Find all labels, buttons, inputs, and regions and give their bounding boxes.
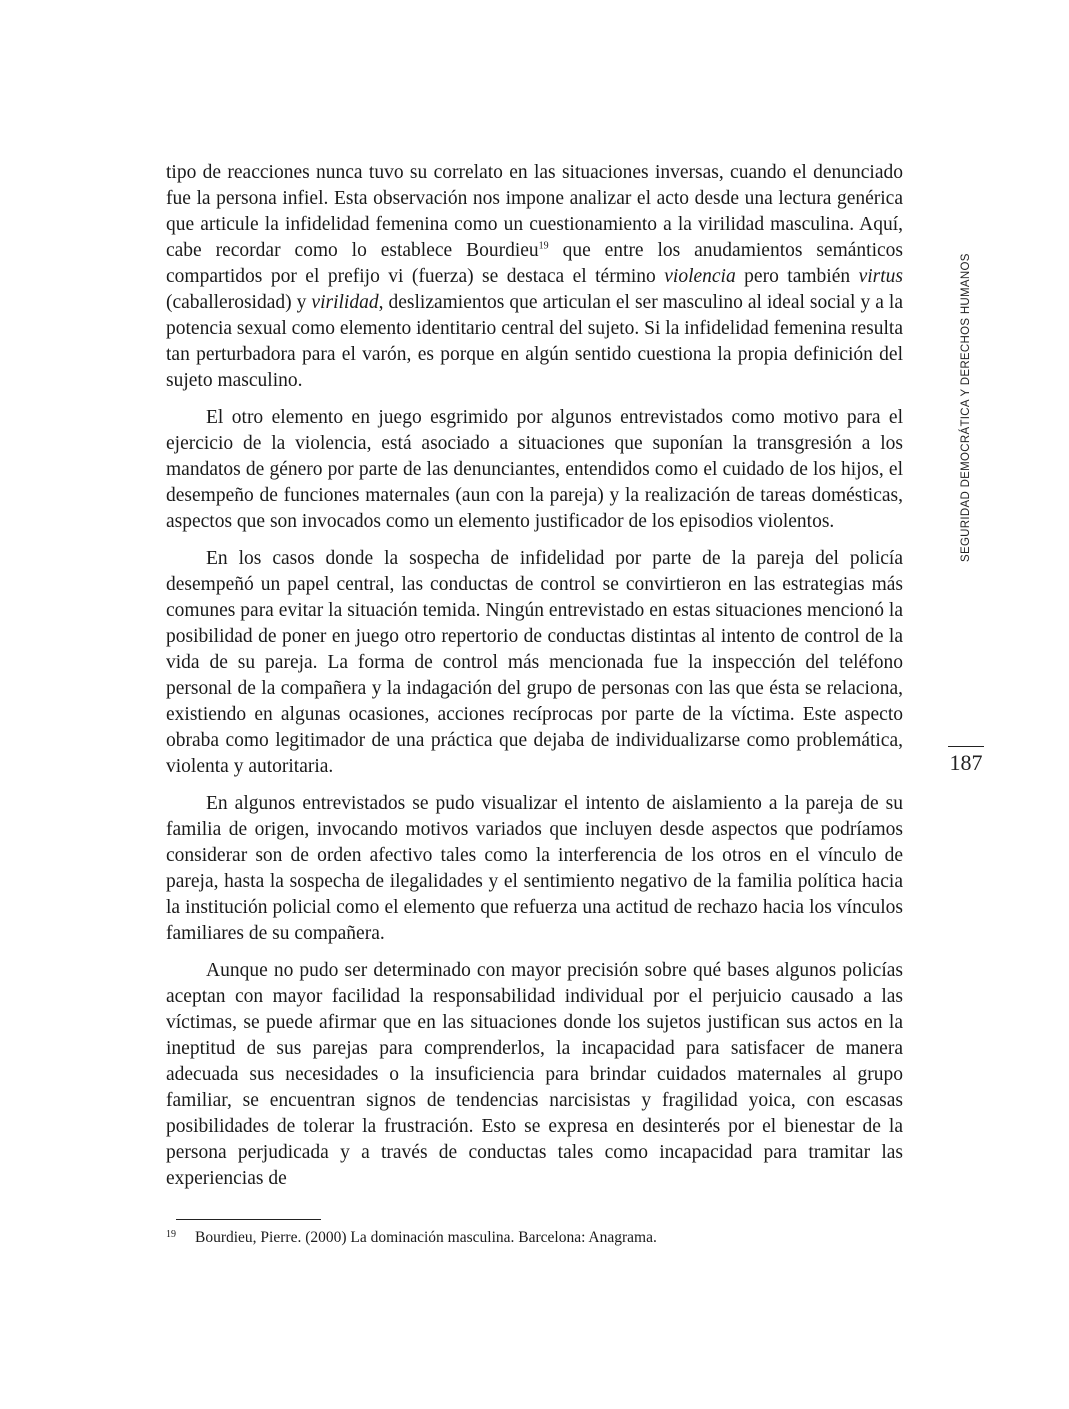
paragraph-1-text-e: , deslizamientos que articulan el ser masculino al ideal social y a la potencia sexual como elemento identitario central del sujeto. Si la infidelidad femenina resulta tan perturbadora para el varón, es porque en algún sentido cuestiona la propia definición del sujeto masculino. (166, 292, 903, 391)
paragraph-1-text-a: tipo de reacciones nunca tuvo su correlato en las situaciones inversas, cuando el denunciado fue la persona infiel. Esta observación nos impone analizar el acto desde una lectura genérica que articule la infidelidad femenina como un cuestionamiento a la virilidad masculina. Aquí, cabe recordar como lo establece Bourdieu (166, 162, 903, 261)
italic-term-violencia: violencia (664, 266, 736, 287)
italic-term-virilidad: virilidad (311, 292, 379, 313)
body-text (166, 160, 903, 1203)
running-section-title: SEGURIDAD DEMOCRÁTICA Y DERECHOS HUMANOS (960, 253, 972, 562)
paragraph-1-text-d: (caballerosidad) y (166, 292, 312, 313)
italic-term-virtus: virtus (858, 266, 903, 287)
page-number-rule (948, 746, 984, 747)
paragraph-3: En los casos donde la sospecha de infidelidad por parte de la pareja del policía desempeñó un papel central, las conductas de control se convirtieron en las estrategias más comunes para evitar la situación temida. Ningún entrevistado en estas situaciones mencionó la posibilidad de poner en juego otro repertorio de conductas distintas al intento de control de la vida de su pareja. La forma de control más mencionada fue la inspección del teléfono personal de la compañera y la indagación del grupo de personas con las que ésta se relaciona, existiendo en algunas ocasiones, acciones recíprocas por parte de la víctima. Este aspecto obraba como legitimador de una práctica que dejaba de individualizarse como problemática, violenta y autoritaria. (166, 548, 903, 777)
paragraph-1-text-c: pero también (735, 266, 859, 287)
page-number: 187 (949, 750, 983, 775)
footnote-reference: 19 (538, 240, 549, 252)
footnote-mark: 19 (166, 1229, 176, 1240)
paragraph-1 (166, 160, 903, 394)
footnote-text: Bourdieu, Pierre. (2000) La dominación masculina. Barcelona: Anagrama. (195, 1229, 657, 1246)
paragraph-2: El otro elemento en juego esgrimido por algunos entrevistados como motivo para el ejercicio de la violencia, está asociado a situaciones que suponían la transgresión a los mandatos de género por parte de las denunciantes, entendidos como el cuidado de los hijos, el desempeño de funciones maternales (aun con la pareja) y la realización de tareas domésticas, aspectos que son invocados como un elemento justificador de los episodios violentos. (166, 407, 903, 532)
paragraph-1-text-b: que entre los anudamientos semánticos compartidos por el prefijo vi (fuerza) se destaca el término (166, 240, 903, 287)
paragraph-5: Aunque no pudo ser determinado con mayor precisión sobre qué bases algunos policías aceptan con mayor facilidad la responsabilidad individual por el perjuicio causado a las víctimas, se puede afirmar que en las situaciones donde los sujetos justifican sus actos en la ineptitud de sus parejas para comprenderlos, la incapacidad para satisfacer de manera adecuada sus necesidades o la insuficiencia para brindar cuidados maternales al grupo familiar, se encuentran signos de tendencias narcisistas y fragilidad yoica, con escasas posibilidades de tolerar la frustración. Esto se expresa en desinterés por el bienestar de la persona perjudicada y a través de conductas tales como incapacidad para tramitar las experiencias de (166, 960, 903, 1189)
paragraph-4: En algunos entrevistados se pudo visualizar el intento de aislamiento a la pareja de su familia de origen, invocando motivos variados que incluyen desde aspectos que podríamos considerar son de orden afectivo tales como la interferencia de los otros en el vínculo de pareja, hasta la sospecha de ilegalidades y el sentimiento negativo de la familia política hacia la institución policial como el elemento que refuerza una actitud de rechazo hacia los vínculos familiares de su compañera. (166, 793, 903, 944)
footnote-separator (176, 1219, 321, 1220)
